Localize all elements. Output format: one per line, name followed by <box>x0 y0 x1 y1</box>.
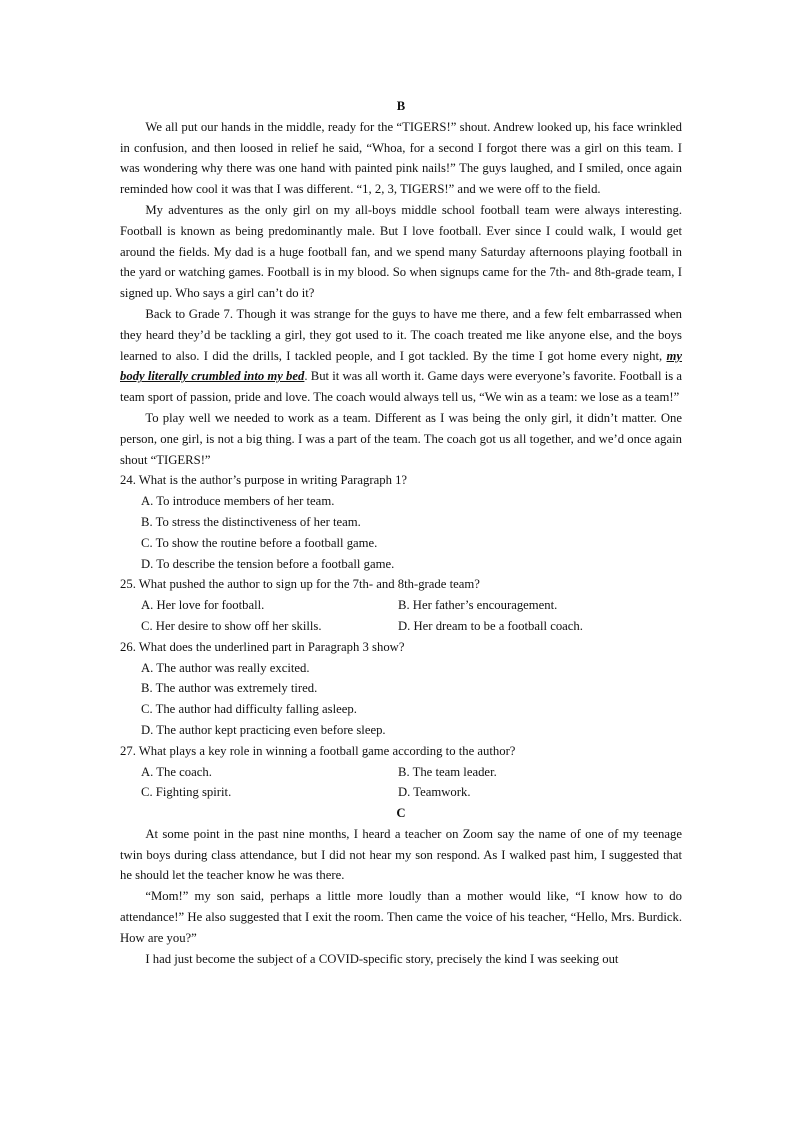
passage-b-paragraph-3 <box>120 304 682 408</box>
question-25-options-row-2 <box>141 616 682 637</box>
question-27-option-a: A. The coach. <box>141 764 212 779</box>
question-25-option-a: A. Her love for football. <box>141 598 265 613</box>
question-26-option-a: A. The author was really excited. <box>141 660 310 675</box>
passage-c-paragraph-2: “Mom!” my son said, perhaps a little more loudly than a mother would like, “I know how to do attendance!” He also suggested that I exit the room. Then came the voice of his teacher, “Hello, Mrs. Burdick. How are you?” <box>120 889 682 945</box>
question-26-option-b: B. The author was extremely tired. <box>141 681 318 696</box>
paragraph-3-text-after: . But it was all worth it. Game days were everyone’s favorite. Football is a team sport of passion, pride and love. The coach would always tell us, “We win as a team: we lose as a team!” <box>120 369 682 405</box>
underlined-phrase: my body literally crumbled into my bed <box>120 348 682 384</box>
passage-b-paragraph-2: My adventures as the only girl on my all-boys middle school football team were always interesting. Football is known as being predominantly male. But I love football. Ever since I could walk, I would get around the fields. My dad is a huge football fan, and we spend many Saturday afternoons playing football in the yard or watching games. Football is in my blood. So when signups came for the 7th- and 8th-grade team, I signed up. Who says a girl can’t do it? <box>120 202 682 301</box>
exam-page <box>120 96 682 969</box>
question-25-stem: 25. What pushed the author to sign up for the 7th- and 8th-grade team? <box>120 577 480 592</box>
question-27-stem: 27. What plays a key role in winning a football game according to the author? <box>120 743 516 758</box>
question-27-options-row-2 <box>141 782 682 803</box>
question-26-stem: 26. What does the underlined part in Paragraph 3 show? <box>120 639 405 654</box>
paragraph-3-text-before: Back to Grade 7. Though it was strange for the guys to have me there, and a few felt embarrassed when they heard they’d be tackling a girl, they got used to it. The coach treated me like anyone else, and the boys learned to also. I did the drills, I tackled people, and I got tackled. By the time I got home every night, <box>120 306 682 363</box>
question-24-stem: 24. What is the author’s purpose in writing Paragraph 1? <box>120 473 408 488</box>
question-24-option-b: B. To stress the distinctiveness of her team. <box>141 514 361 529</box>
section-b-title: B <box>396 99 406 113</box>
question-27-option-d: D. Teamwork. <box>398 785 471 800</box>
question-24-option-a: A. To introduce members of her team. <box>141 494 335 509</box>
section-c-title: C <box>396 806 406 821</box>
question-27-option-c: C. Fighting spirit. <box>141 785 232 800</box>
question-27-option-b: B. The team leader. <box>398 764 497 779</box>
question-26-option-d: D. The author kept practicing even before sleep. <box>141 722 386 737</box>
question-27-options-row-1 <box>141 762 682 783</box>
question-25-options-row-1 <box>141 595 682 616</box>
passage-c-paragraph-1: At some point in the past nine months, I heard a teacher on Zoom say the name of one of my teenage twin boys during class attendance, but I did not hear my son respond. As I walked past him, I suggested that he should let the teacher know he was there. <box>120 826 682 883</box>
question-25-option-b: B. Her father’s encouragement. <box>398 598 558 613</box>
question-24-option-c: C. To show the routine before a football game. <box>141 535 378 550</box>
passage-b-paragraph-1: We all put our hands in the middle, ready for the “TIGERS!” shout. Andrew looked up, his face wrinkled in confusion, and then loosed in relief he said, “Whoa, for a second I forgot there was a girl on this team. I was wondering why there was one hand with painted pink nails!” The guys laughed, and I smiled, once again reminded how cool it was that I was different. “1, 2, 3, TIGERS!” and we were off to the field. <box>120 119 682 197</box>
question-25-option-d: D. Her dream to be a football coach. <box>398 618 583 633</box>
question-25-option-c: C. Her desire to show off her skills. <box>141 618 322 633</box>
question-24-option-d: D. To describe the tension before a football game. <box>141 556 395 571</box>
question-26-option-c: C. The author had difficulty falling asleep. <box>141 702 357 717</box>
passage-c-paragraph-3: I had just become the subject of a COVID-specific story, precisely the kind I was seeking out <box>145 951 619 966</box>
passage-b-paragraph-4: To play well we needed to work as a team. Different as I was being the only girl, it didn’t matter. One person, one girl, is not a big thing. I was a part of the team. The coach got us all together, and we’d once again shout “TIGERS!” <box>120 410 682 467</box>
